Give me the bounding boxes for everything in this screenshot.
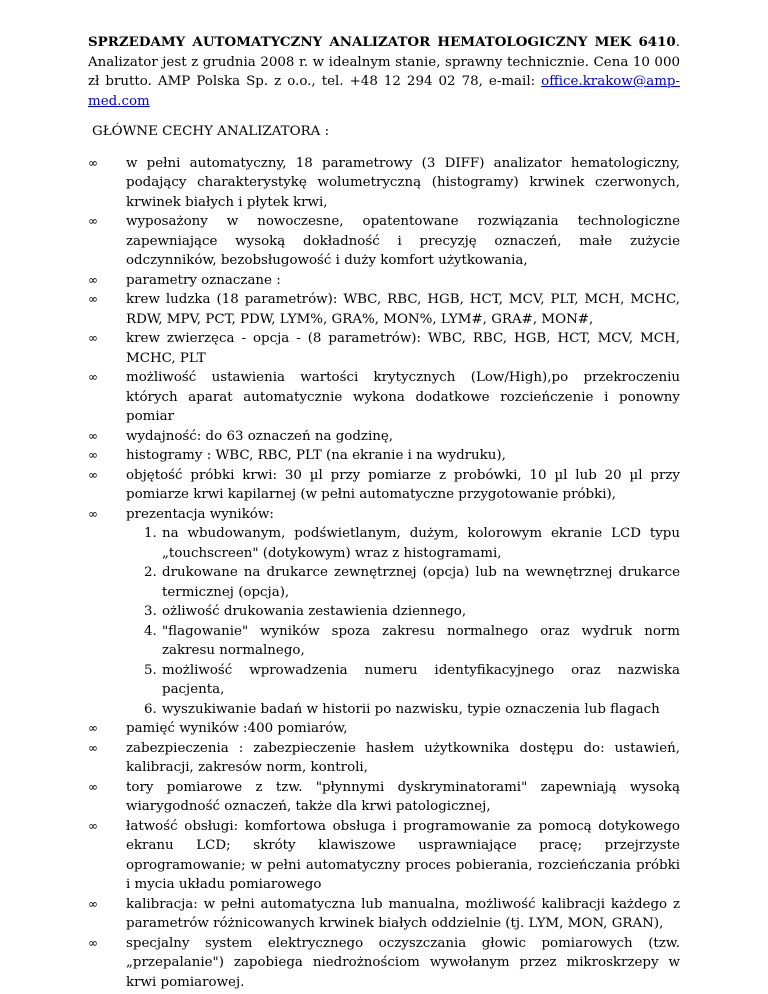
infinity-bullet-icon: ∞ (88, 896, 98, 911)
headline-period: . (675, 35, 680, 50)
feature-item: ∞ w pełni automatyczny, 18 parametrowy (3 DIFF) analizator hematologiczny, podający charakterystykę wolumetryczną (histogramy) krwinek czerwonych, krwinek białych i płytek krwi, (88, 155, 680, 210)
feature-item: ∞ krew zwierzęca - opcja - (8 parametrów): WBC, RBC, HGB, HCT, MCV, MCH, MCHC, PLT (88, 331, 680, 366)
section-title: GŁÓWNE CECHY ANALIZATORA : (92, 124, 330, 139)
infinity-bullet-icon: ∞ (88, 214, 98, 228)
infinity-bullet-icon: ∞ (88, 506, 98, 521)
feature-item: ∞ parametry oznaczane : (88, 271, 680, 291)
infinity-bullet-icon: ∞ (88, 272, 98, 287)
infinity-bullet-icon: ∞ (88, 779, 98, 794)
infinity-bullet-icon: ∞ (88, 155, 98, 170)
presentation-sublist (126, 524, 680, 719)
infinity-bullet-icon: ∞ (88, 428, 98, 443)
intro-body: Analizator jest z grudnia 2008 r. w idealnym stanie, sprawny technicznie. Cena 10 000 zł brutto. AMP Polska Sp. z o.o., tel. +48 12 294 02 78, e-mail: (88, 54, 680, 89)
sublist-item: 1. na wbudowanym, podświetlanym, dużym, kolorowym ekranie LCD typu „touchscreen" (dotykowym) wraz z histogramami, (144, 526, 680, 561)
feature-item: ∞ krew ludzka (18 parametrów): WBC, RBC, HGB, HCT, MCV, PLT, MCH, MCHC, RDW, MPV, PCT, PDW, LYM%, GRA%, MON%, LYM#, GRA#, MON#, (88, 292, 680, 327)
infinity-bullet-icon: ∞ (88, 448, 98, 462)
feature-item: ∞ łatwość obsługi: komfortowa obsługa i programowanie za pomocą dotykowego ekranu LCD; skróty klawiszowe usprawniające pracę; przejrzyste oprogramowanie; w pełni automatyczny proces pobierania, rozcieńczania próbki i mycia układu pomiarowego (88, 818, 680, 892)
feature-item: ∞ kalibracja: w pełni automatyczna lub manualna, możliwość kalibracji każdego z parametrów różnicowanych krwinek białych oddzielnie (tj. LYM, MON, GRAN), (88, 896, 680, 931)
sublist-item: 5. możliwość wprowadzenia numeru identyfikacyjnego oraz nazwiska pacjenta, (144, 662, 680, 697)
feature-item: ∞ pamięć wyników :400 pomiarów, (88, 719, 680, 739)
sublist-item: 3. ożliwość drukowania zestawienia dziennego, (144, 604, 467, 619)
headline: SPRZEDAMY AUTOMATYCZNY ANALIZATOR HEMATOLOGICZNY MEK 6410 (88, 34, 676, 50)
email-link[interactable]: office.krakow@amp-med.com (88, 74, 680, 109)
infinity-bullet-icon: ∞ (88, 292, 98, 306)
infinity-bullet-icon: ∞ (88, 331, 98, 345)
sublist-item: 2. drukowane na drukarce zewnętrznej (opcja) lub na wewnętrznej drukarce termicznej (opcja), (144, 565, 680, 600)
sublist-item: 4. "flagowanie" wyników spoza zakresu normalnego oraz wydruk norm zakresu normalnego, (144, 623, 680, 658)
document-page (88, 33, 680, 992)
feature-item: ∞ specjalny system elektrycznego oczyszczania głowic pomiarowych (tzw. „przepalanie") zapobiega niedrożnościom wywołanym przez mikroskrzepy w krwi pomiarowej. (88, 935, 680, 990)
feature-item: ∞ objętość próbki krwi: 30 µl przy pomiarze z probówki, 10 µl lub 20 µl przy pomiarze krwi kapilarnej (w pełni automatyczne przygotowanie próbki), (88, 467, 680, 502)
feature-item: ∞ histogramy : WBC, RBC, PLT (na ekranie i na wydruku), (88, 446, 680, 466)
infinity-bullet-icon: ∞ (88, 467, 98, 482)
feature-item: ∞ zabezpieczenia : zabezpieczenie hasłem użytkownika dostępu do: ustawień, kalibracji, zakresów norm, kontroli, (88, 740, 680, 775)
infinity-bullet-icon: ∞ (88, 818, 98, 833)
feature-item: ∞ wyposażony w nowoczesne, opatentowane rozwiązania technologiczne zapewniające wysoką dokładność i precyzję oznaczeń, małe zużycie odczynników, bezobsługowość i duży komfort użytkowania, (88, 214, 680, 268)
infinity-bullet-icon: ∞ (88, 740, 98, 755)
feature-item: ∞ tory pomiarowe z tzw. "płynnymi dyskryminatorami" zapewniają wysoką wiarygodność oznaczeń, także dla krwi patologicznej, (88, 779, 680, 814)
infinity-bullet-icon: ∞ (88, 935, 98, 950)
feature-item: ∞ możliwość ustawienia wartości krytycznych (Low/High),po przekroczeniu których aparat automatycznie wykona dodatkowe rozcieńczenie i ponowny pomiar (88, 370, 680, 424)
feature-item-presentation: ∞ prezentacja wyników: 1. na wbudowanym, podświetlanym, dużym, kolorowym ekranie LCD typu „touchscreen" (dotykowym) wraz z histogramami, 2. drukowane na drukarce zewnętrznej (opcja) lub na wewnętrznej drukarce termicznej (opcja), 3. ożliwość drukowania zestawienia dziennego, 4. "flagowanie" wyników spoza zakresu normalnego oraz wydruk norm zakresu normalnego, 5. możliwość wprowadzenia numeru identyfikacyjnego oraz nazwiska pacjenta, 6. wyszukiwanie badań w historii po nazwisku, typie oznaczenia lub flagach (88, 505, 680, 720)
features-list (88, 154, 680, 993)
infinity-bullet-icon: ∞ (88, 370, 98, 384)
infinity-bullet-icon: ∞ (88, 721, 98, 735)
sublist-item: 6. wyszukiwanie badań w historii po nazwisku, typie oznaczenia lub flagach (144, 701, 660, 717)
intro-paragraph (88, 33, 680, 111)
feature-item: ∞ wydajność: do 63 oznaczeń na godzinę, (88, 427, 680, 447)
